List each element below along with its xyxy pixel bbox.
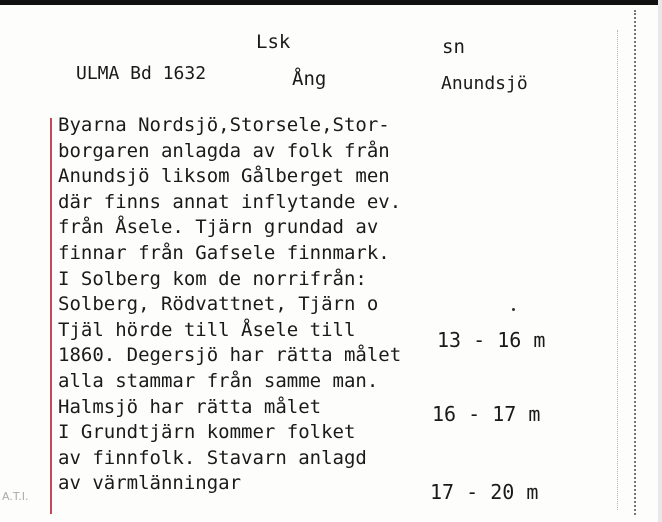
body-line: från Åsele. Tjärn grundad av <box>58 216 379 239</box>
body-line: Byarna Nordsjö,Storsele,Stor- <box>58 114 390 136</box>
red-margin-rule <box>50 118 52 514</box>
header-lsk: Lsk <box>256 31 291 53</box>
header-landskap: Ång <box>292 68 327 90</box>
body-line: I Grundtjärn kommer folket <box>58 421 356 444</box>
body-line: Halmsjö har rätta målet <box>58 395 322 418</box>
body-line: av finnfolk. Stavarn anlagd <box>58 446 367 469</box>
body-line: Anundsjö liksom Gålberget men <box>58 165 390 188</box>
range-label-1: 13 - 16 m <box>437 328 546 352</box>
header-sn: sn <box>442 36 465 58</box>
corner-mark: A.T.I. <box>2 490 29 503</box>
body-line: finnar från Gafsele finnmark. <box>58 241 390 264</box>
body-line: där finns annat inflytande ev. <box>58 190 402 213</box>
perforation-line <box>634 10 642 515</box>
ink-dot <box>512 308 515 311</box>
body-line: I Solberg kom de norrifrån: <box>58 267 367 290</box>
card-body-text <box>58 113 458 497</box>
body-line: alla stammar från samme man. <box>58 369 379 392</box>
header-socken: Anundsjö <box>441 73 528 94</box>
range-label-3: 17 - 20 m <box>430 480 539 504</box>
body-line: av värmlänningar <box>58 472 242 495</box>
body-line: Solberg, Rödvattnet, Tjärn o <box>58 293 379 316</box>
header-source: ULMA Bd 1632 <box>76 63 207 84</box>
body-line: 1860. Degersjö har rätta målet <box>58 344 402 367</box>
body-line: borgaren anlagda av folk från <box>58 139 390 162</box>
card-top-edge <box>0 0 662 5</box>
body-line: Tjäl hörde till Åsele till <box>58 318 356 341</box>
perforation-line-inner <box>617 30 622 510</box>
range-label-2: 16 - 17 m <box>432 402 541 426</box>
card-right-edge <box>658 0 662 522</box>
